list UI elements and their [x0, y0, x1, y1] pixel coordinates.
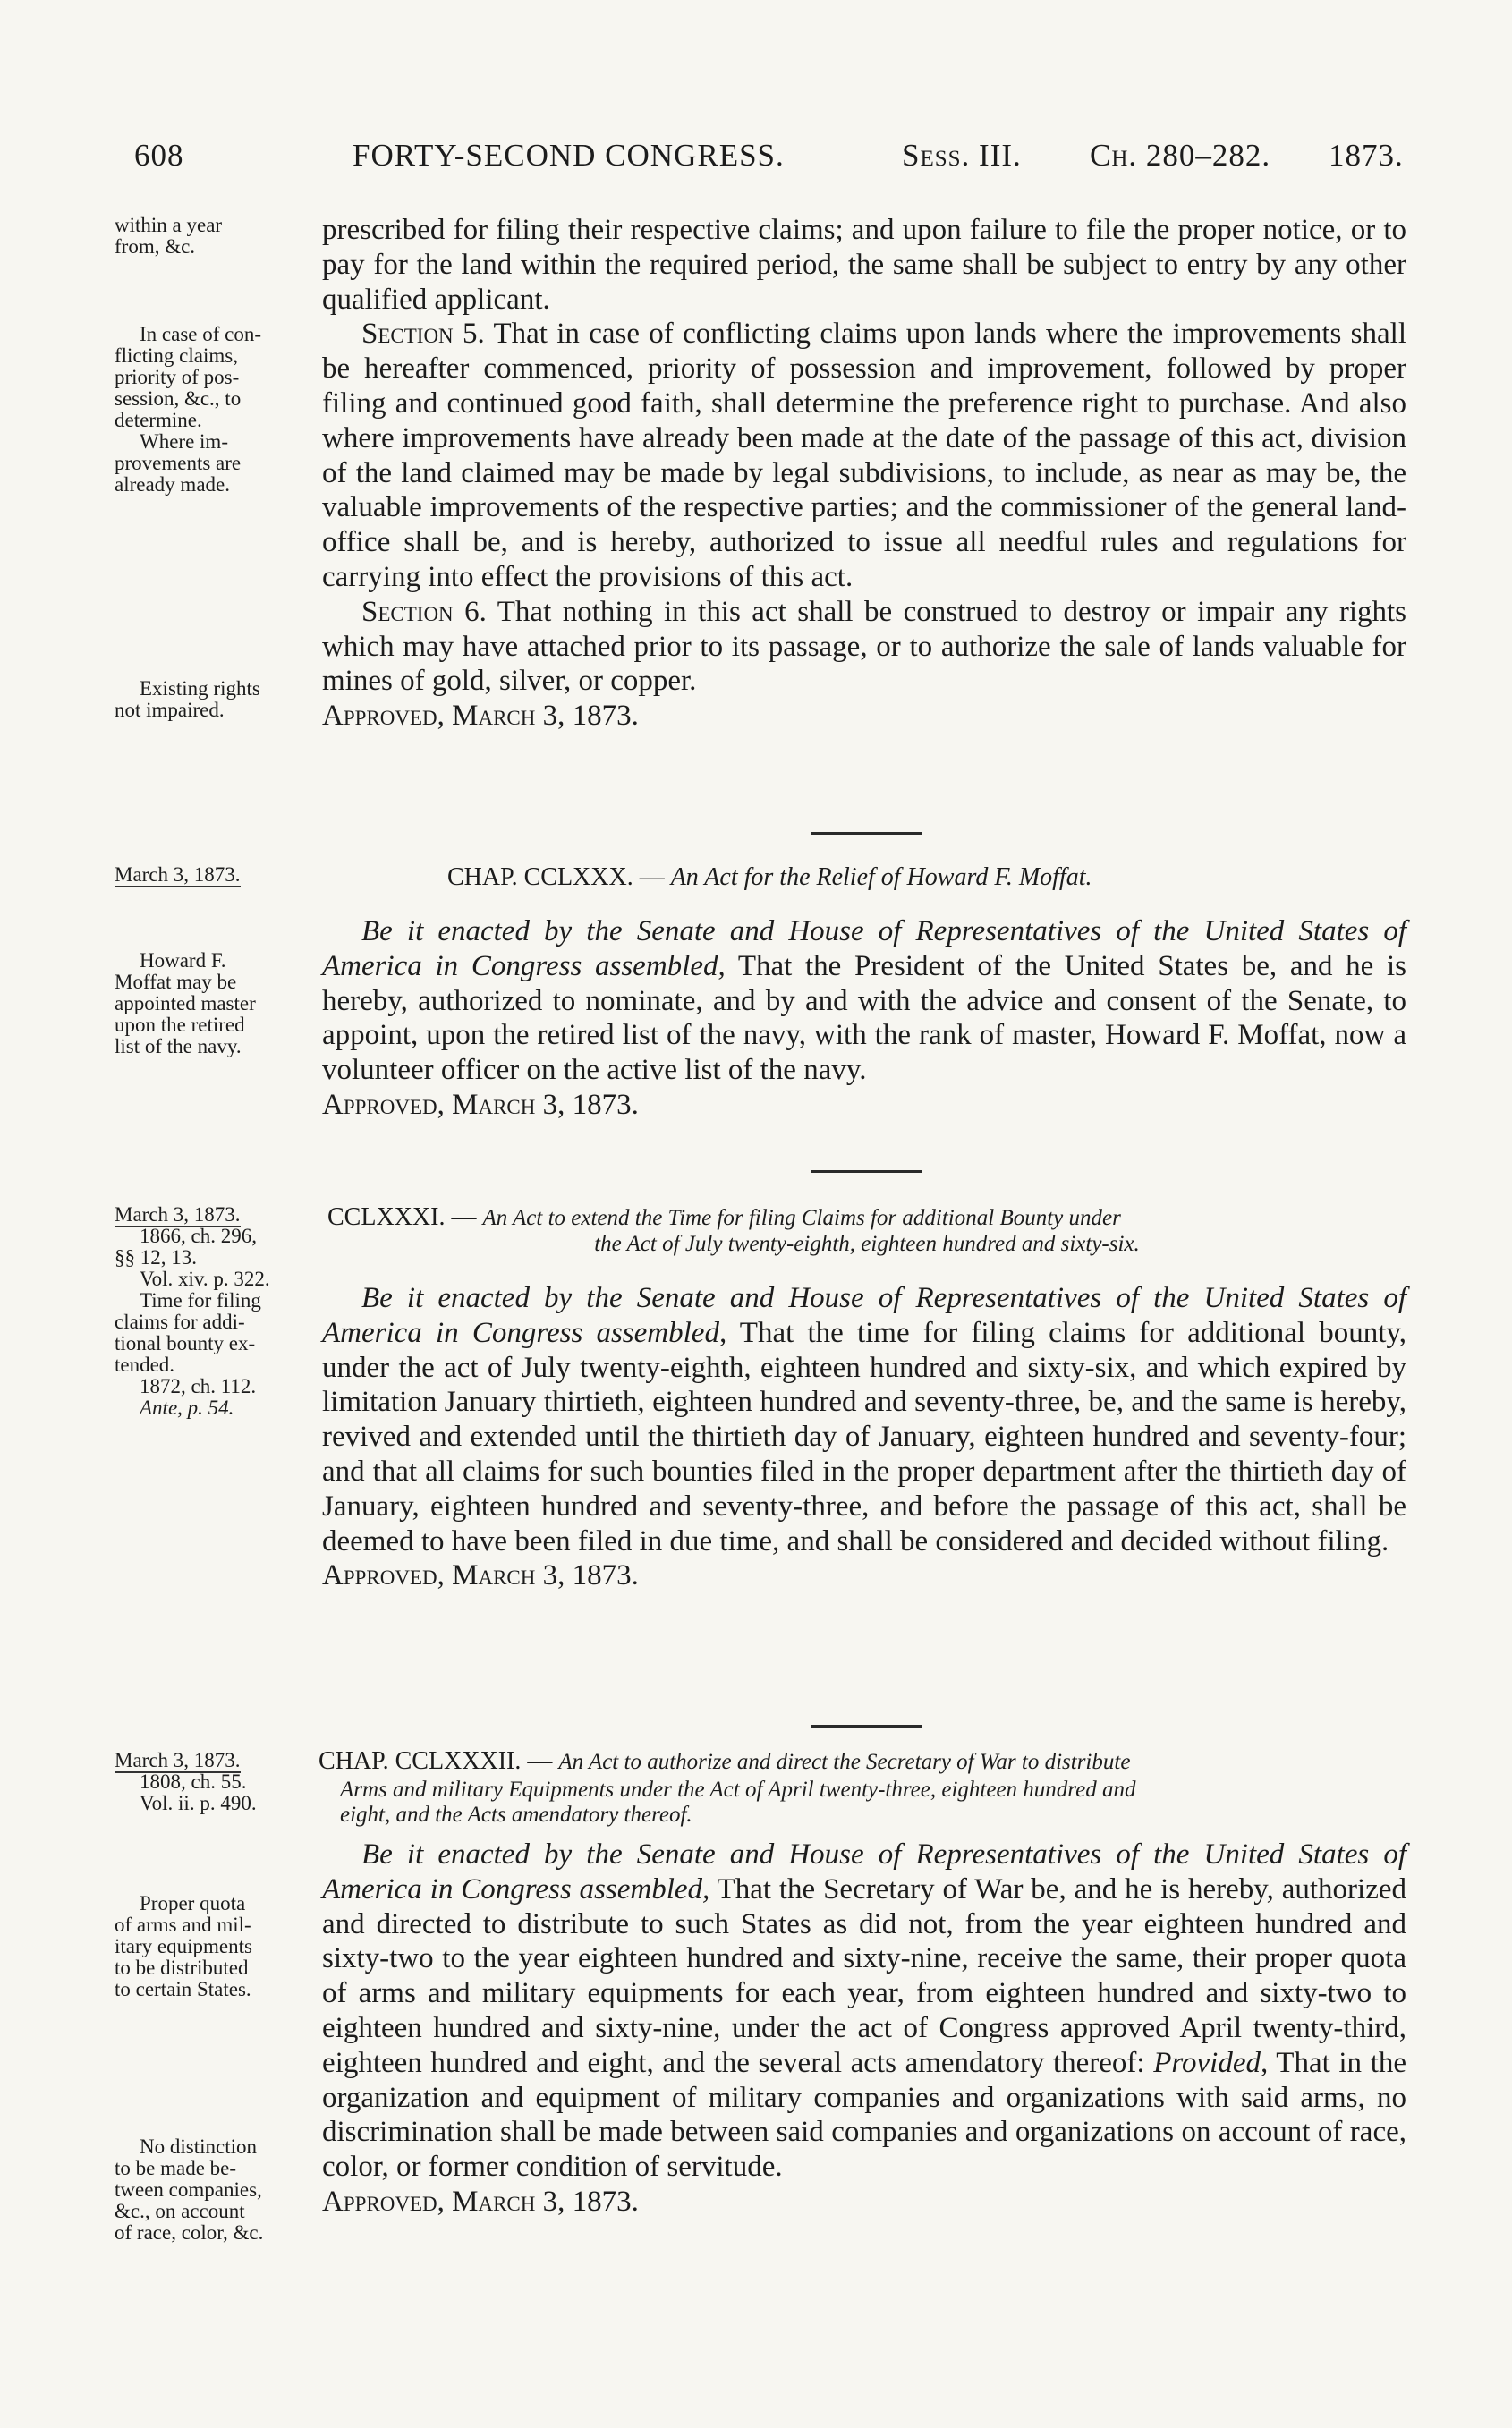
- chap282-title: CHAP. CCLXXXII. —: [319, 1747, 553, 1775]
- chap280-text: That the President of the United States be, and he is hereby, authorized to nominate, and by and with the advice and consent of the Senate, to appoint, upon the retired list of the navy, with the rank of master, Howard F. Moffat, now a volunteer officer on the active list of the navy.: [322, 949, 1407, 1087]
- margin-note-moffat: Howard F. Moffat may be appointed master upon the retired list of the navy.: [115, 949, 256, 1057]
- chap282-subtitle-3: eight, and the Acts amendatory thereof.: [340, 1803, 692, 1827]
- chap280-body: [322, 914, 1406, 1123]
- approved-chap280: Approved, March 3, 1873.: [322, 1088, 639, 1121]
- section-divider: [811, 1725, 922, 1728]
- approved-top: Approved, March 3, 1873.: [322, 700, 639, 733]
- header-year: 1873.: [1329, 138, 1404, 173]
- running-header: [134, 138, 1414, 174]
- chap282-subtitle-2: Arms and military Equipments under the Act of April twenty-three, eighteen hundred and: [340, 1778, 1136, 1802]
- chap281-enacting-clause: Be it enacted by the Senate and House of Representatives of the United States of America in Congress assembled,: [322, 1282, 1406, 1349]
- section-divider: [811, 1170, 922, 1173]
- chap282-subtitle-1: An Act to authorize and direct the Secretary of War to distribute: [558, 1750, 1131, 1774]
- chap281-body: [322, 1281, 1406, 1593]
- chap281-heading: [327, 1204, 1121, 1232]
- margin-note-within-year: within a year from, &c.: [115, 214, 223, 258]
- approved-chap281: Approved, March 3, 1873.: [322, 1559, 639, 1592]
- margin-note-no-distinction: No distinction to be made be- tween companies, &c., on account of race, color, &c.: [115, 2135, 264, 2244]
- section-6: [322, 595, 1406, 699]
- chap282-enacting-clause: Be it enacted by the Senate and House of Representatives of the United States of America in Congress assembled,: [322, 1838, 1406, 1906]
- chap282-text-2: That in the organization and equipment of military companies and organizations with said arms, no discrimination shall be made between said companies and organizations on account of race, color, or former condition of servitude.: [322, 2046, 1407, 2184]
- margin-note-conflicting-claims: In case of con- flicting claims, priority of pos- session, &c., to determine. Where im- provements are already made.: [115, 323, 262, 496]
- section-5-label: Section 5.: [361, 318, 485, 351]
- margin-refs-chap281: March 3, 1873. 1866, ch. 296, §§ 12, 13. Vol. xiv. p. 322. Time for filing claims for addi- tional bounty ex- tended. 1872, ch. 112. Ante, p. 54.: [115, 1203, 270, 1419]
- chapter-range: Ch. 280–282.: [1090, 138, 1271, 173]
- congress-title: FORTY-SECOND CONGRESS.: [353, 138, 785, 173]
- section-6-label: Section 6.: [361, 595, 487, 628]
- section-5-text: That in case of conflicting claims upon lands where the improvements shall be hereafter commenced, priority of possession and improvement, followed by proper filing and continued good faith, shall determine the preference right to purchase. And also where improvements have already been made at the date of the passage of this act, division of the land claimed may be made by legal subdivisions, to include, as near as may be, the valuable improvements of the respective parties; and the commissioner of the general land-office shall be, and is hereby, authorized to issue all needful rules and regulations for carrying into effect the provisions of this act.: [322, 318, 1407, 593]
- chap281-subtitle-2: the Act of July twenty-eighth, eighteen hundred and sixty-six.: [594, 1232, 1140, 1256]
- chap282-provided: Provided,: [1153, 2046, 1269, 2079]
- chap281-title: CCLXXXI. —: [327, 1203, 477, 1231]
- section-top-body: [322, 213, 1406, 734]
- margin-note-quota: Proper quota of arms and mil- itary equipments to be distributed to certain States.: [115, 1892, 252, 2000]
- margin-refs-chap282: March 3, 1873. 1808, ch. 55. Vol. ii. p. 490.: [115, 1749, 257, 1814]
- chap280-subtitle: An Act for the Relief of Howard F. Moffat.: [670, 863, 1092, 891]
- approved-chap282: Approved, March 3, 1873.: [322, 2185, 639, 2218]
- chap281-subtitle-1: An Act to extend the Time for filing Claims for additional Bounty under: [482, 1206, 1121, 1230]
- margin-date-chap280: March 3, 1873.: [115, 863, 241, 886]
- session-label: Sess. III.: [902, 138, 1022, 173]
- chap280-title: CHAP. CCLXXX. —: [447, 863, 665, 891]
- chap282-text-1: That the Secretary of War be, and he is hereby, authorized and directed to distribute to such States as did not, from the year eighteen hundred and sixty-two to the year eighteen hundred and sixty-nine, receive the same, their proper quota of arms and military equipments for each year, from eighteen hundred and sixty-two to eighteen hundred and sixty-nine, under the act of Congress approved April twenty-third, eighteen hundred and eight, and the several acts amendatory thereof:: [322, 1872, 1406, 2079]
- chap282-heading: [319, 1748, 1130, 1776]
- chap281-text: That the time for filing claims for additional bounty, under the act of July twenty-eighth, eighteen hundred and sixty-six, and which expired by limitation January thirtieth, eighteen hundred and seventy-three, be, and the same is hereby, revived and extended until the thirtieth day of January, eighteen hundred and seventy-four; and that all claims for such bounties filed in the proper department after the thirtieth day of January, eighteen hundred and seventy-three, and before the passage of this act, shall be deemed to have been filed in due time, and shall be considered and decided without filing.: [322, 1316, 1407, 1558]
- page-number: 608: [134, 138, 184, 173]
- section-divider: [811, 832, 922, 835]
- chap282-body: [322, 1838, 1406, 2220]
- section-5: [322, 317, 1406, 594]
- chap280-enacting-clause: Be it enacted by the Senate and House of Representatives of the United States of America in Congress assembled,: [322, 915, 1406, 982]
- section-6-text: That nothing in this act shall be construed to destroy or impair any rights which may have attached prior to its passage, or to authorize the sale of lands valuable for mines of gold, silver, or copper.: [322, 595, 1406, 698]
- paragraph-filing: prescribed for filing their respective claims; and upon failure to file the proper notice, or to pay for the land within the required period, the same shall be subject to entry by any other qualified applicant.: [322, 214, 1406, 316]
- chap280-heading: [447, 864, 1092, 891]
- margin-note-existing-rights: Existing rights not impaired.: [115, 677, 260, 721]
